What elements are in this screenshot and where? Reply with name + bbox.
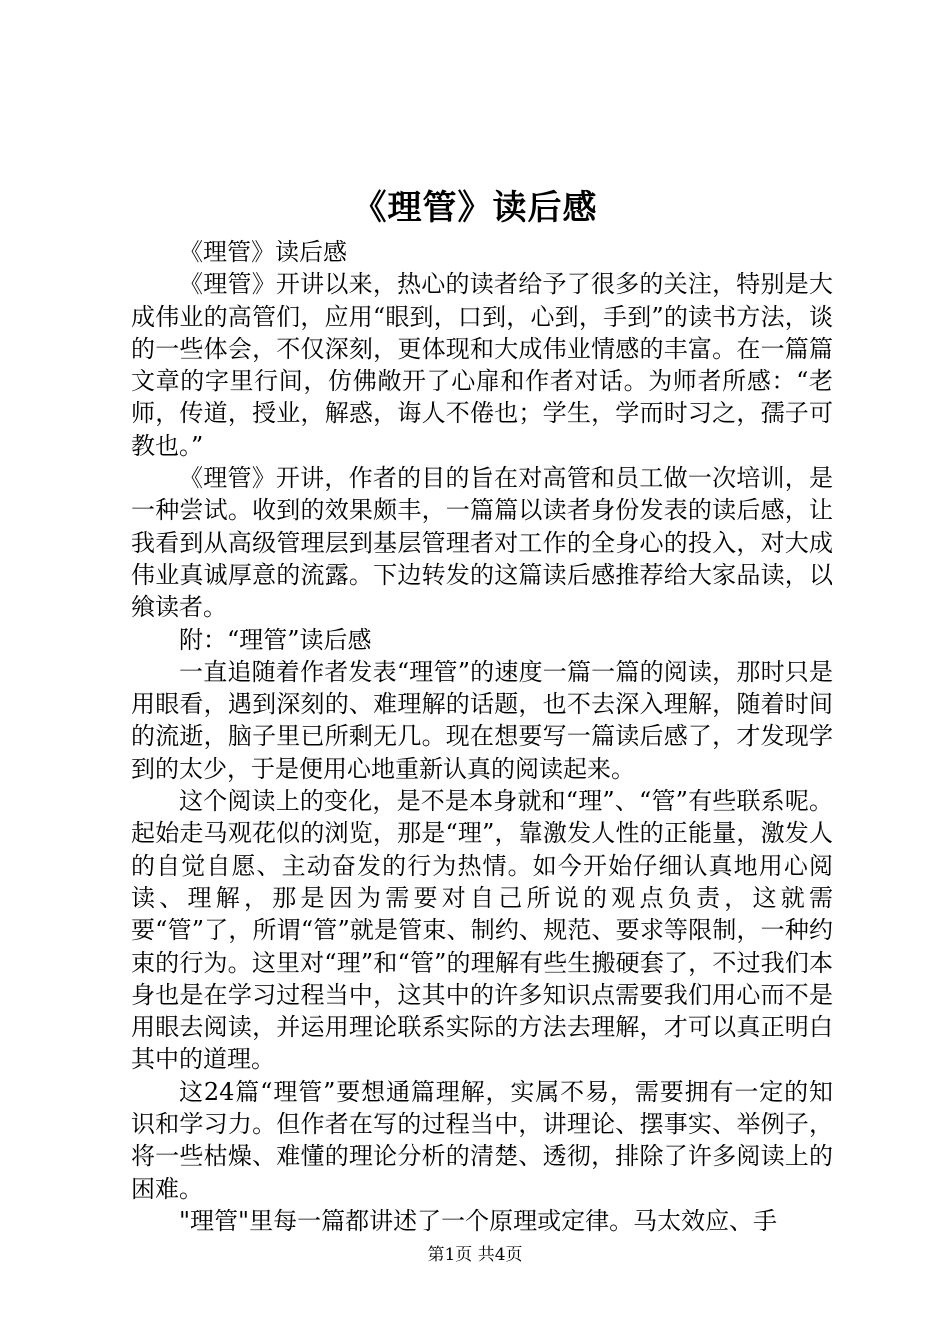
- paragraph: 这个阅读上的变化，是不是本身就和“理”、“管”有些联系呢。起始走马观花似的浏览，那是“理”，靠激发人性的正能量，激发人的自觉自愿、主动奋发的行为热情。如今开始仔细认真地用心阅读、理解，那是因为需要对自己所说的观点负责，这就需要“管”了，所谓“管”就是管束、制约、规范、要求等限制，一种约束的行为。这里对“理”和“管”的理解有些生搬硬套了，不过我们本身也是在学习过程当中，这其中的许多知识点需要我们用心而不是用眼去阅读，并运用理论联系实际的方法去理解，才可以真正明白其中的道理。: [131, 787, 833, 1074]
- document-title: 《理管》读后感: [352, 188, 598, 228]
- paragraph: 一直追随着作者发表“理管”的速度一篇一篇的阅读，那时只是用眼看，遇到深刻的、难理解的话题，也不去深入理解，随着时间的流逝，脑子里已所剩无几。现在想要写一篇读后感了，才发现学到的太少，于是便用心地重新认真的阅读起来。: [131, 657, 833, 783]
- paragraph: 这24篇“理管”要想通篇理解，实属不易，需要拥有一定的知识和学习力。但作者在写的过程当中，讲理论、摆事实、举例子，将一些枯燥、难懂的理论分析的清楚、透彻，排除了许多阅读上的困难。: [131, 1077, 833, 1203]
- paragraph-appendix-heading: 附：“理管”读后感: [179, 625, 372, 654]
- document-body: [131, 236, 833, 1237]
- page-number-footer: 第1页 共4页: [427, 1245, 523, 1265]
- paragraph-heading: 《理管》读后感: [179, 238, 347, 266]
- paragraph: "理管"里每一篇都讲述了一个原理或定律。马太效应、手: [179, 1206, 778, 1235]
- paragraph: 《理管》开讲以来，热心的读者给予了很多的关注，特别是大成伟业的高管们，应用“眼到，口到，心到，手到”的读书方法，谈的一些体会，不仅深刻，更体现和大成伟业情感的丰富。在一篇篇文章的字里行间，仿佛敞开了心扉和作者对话。为师者所感：“老师，传道，授业，解惑，诲人不倦也；学生，学而时习之，孺子可教也。”: [131, 270, 833, 460]
- paragraph: 《理管》开讲，作者的目的旨在对高管和员工做一次培训，是一种尝试。收到的效果颇丰，一篇篇以读者身份发表的读后感，让我看到从高级管理层到基层管理者对工作的全身心的投入，对大成伟业真诚厚意的流露。下边转发的这篇读后感推荐给大家品读，以飨读者。: [131, 464, 833, 622]
